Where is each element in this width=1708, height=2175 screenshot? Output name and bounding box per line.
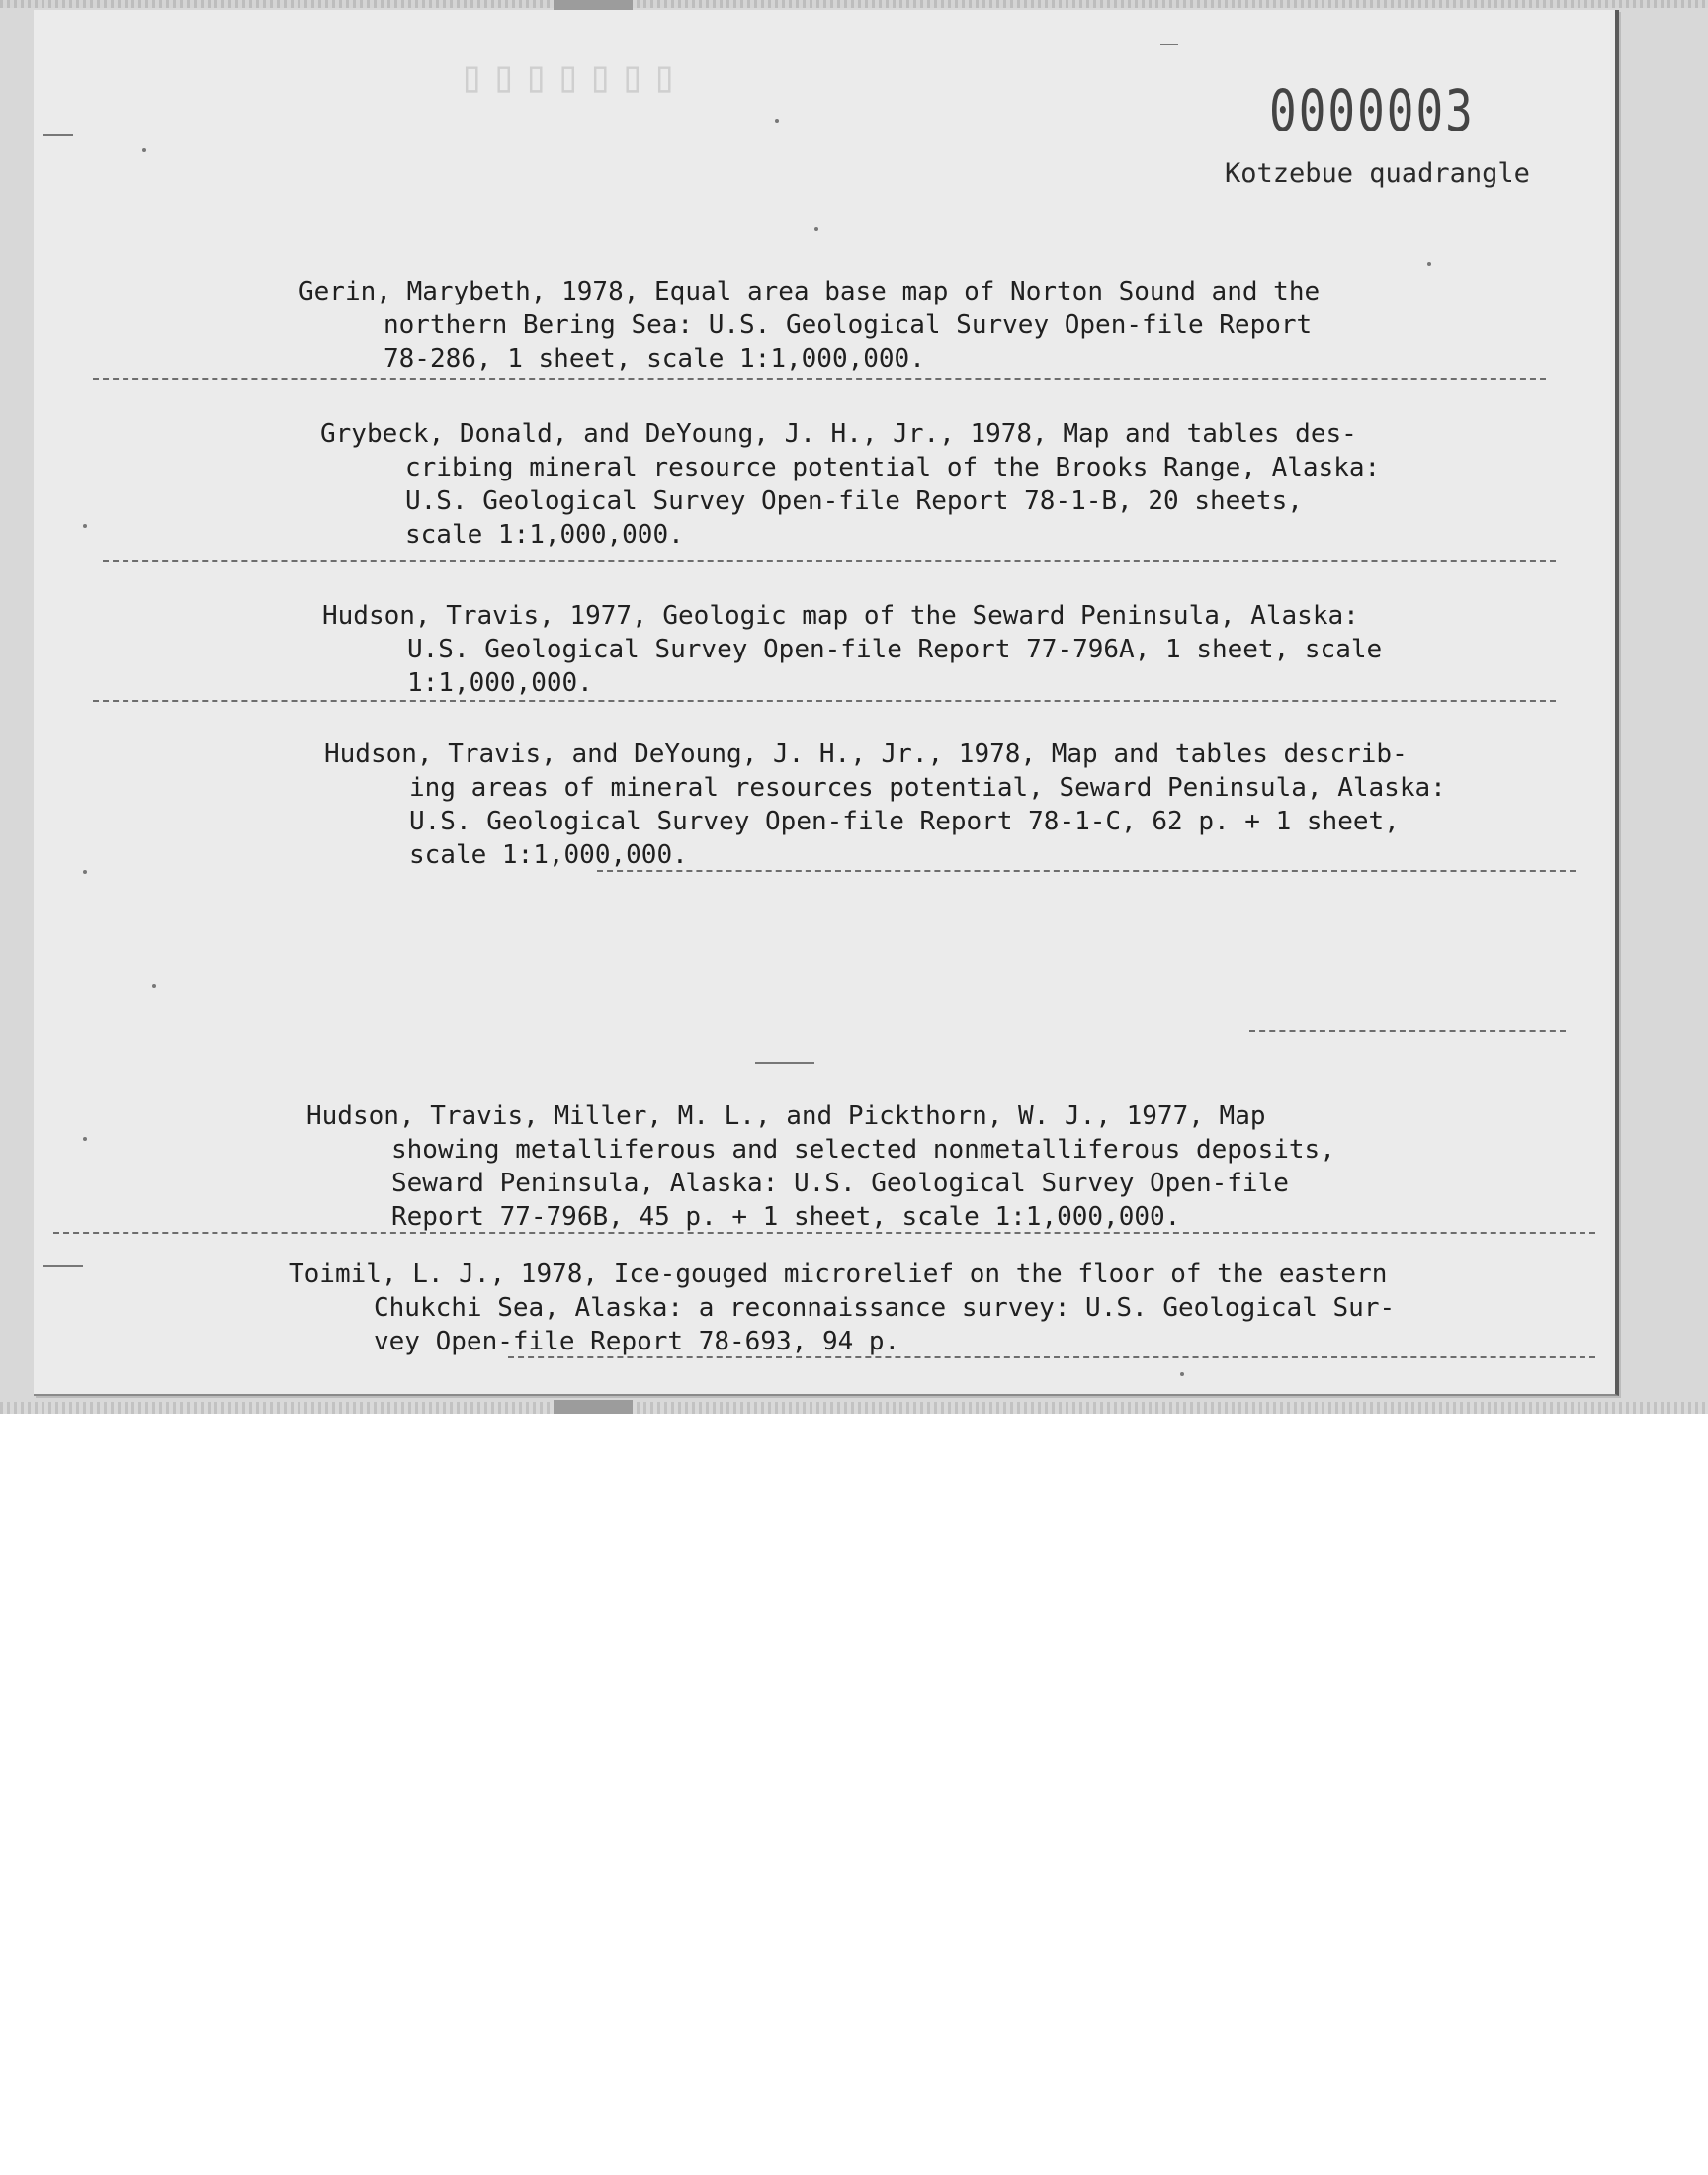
scan-speck (152, 984, 156, 988)
entry-separator (93, 700, 1556, 702)
scan-edge-top (0, 0, 1708, 8)
bleed-through-mark: ▯▯▯▯▯▯▯ (459, 51, 684, 102)
entry-line: U.S. Geological Survey Open-file Report 78-1-B, 20 sheets, (405, 486, 1303, 516)
reference-entry (306, 1099, 1335, 1234)
entry-line: 78-286, 1 sheet, scale 1:1,000,000. (384, 344, 925, 374)
entry-separator (1249, 1030, 1566, 1032)
scan-speck (83, 870, 87, 874)
scan-tick (755, 1062, 814, 1064)
entry-line: vey Open-file Report 78-693, 94 p. (374, 1327, 900, 1356)
scan-speck (775, 119, 779, 123)
document-sheet (34, 10, 1619, 1396)
entry-line: Hudson, Travis, 1977, Geologic map of the Seward Peninsula, Alaska: (322, 601, 1359, 631)
entry-separator (103, 560, 1556, 562)
scan-tick (1160, 44, 1178, 45)
entry-line: scale 1:1,000,000. (405, 520, 684, 550)
scan-tick (43, 1265, 83, 1267)
scan-speck (83, 1137, 87, 1141)
entry-separator (93, 378, 1546, 380)
entry-line: 1:1,000,000. (407, 668, 593, 698)
entry-line: Seward Peninsula, Alaska: U.S. Geological Survey Open-file (391, 1169, 1289, 1198)
entry-separator (597, 870, 1576, 872)
entry-line: Hudson, Travis, Miller, M. L., and Pickthorn, W. J., 1977, Map (306, 1101, 1266, 1131)
entry-line: showing metalliferous and selected nonmetalliferous deposits, (391, 1135, 1335, 1165)
scan-speck (814, 227, 818, 231)
entry-line: scale 1:1,000,000. (409, 840, 688, 870)
entry-line: cribing mineral resource potential of the Brooks Range, Alaska: (405, 453, 1381, 482)
entry-separator (508, 1356, 1595, 1358)
scan-speck (1180, 1372, 1184, 1376)
entry-line: Gerin, Marybeth, 1978, Equal area base map of Norton Sound and the (299, 277, 1321, 306)
entry-line: northern Bering Sea: U.S. Geological Survey Open-file Report (384, 310, 1313, 340)
entry-line: Toimil, L. J., 1978, Ice-gouged microrelief on the floor of the eastern (289, 1260, 1388, 1289)
scan-speck (83, 524, 87, 528)
scan-speck (1427, 262, 1431, 266)
scan-speck (142, 148, 146, 152)
page-number: 0000003 (1269, 77, 1475, 144)
entry-line: Hudson, Travis, and DeYoung, J. H., Jr., 1978, Map and tables describ- (324, 740, 1408, 769)
entry-line: Grybeck, Donald, and DeYoung, J. H., Jr., 1978, Map and tables des- (320, 419, 1357, 449)
scan-edge-bottom (0, 1402, 1708, 1414)
scan-artifact-bottom (554, 1400, 633, 1414)
reference-entry (324, 738, 1446, 872)
reference-entry (322, 599, 1382, 700)
entry-line: U.S. Geological Survey Open-file Report 78-1-C, 62 p. + 1 sheet, (409, 807, 1400, 836)
entry-line: ing areas of mineral resources potential, Seward Peninsula, Alaska: (409, 773, 1446, 803)
scan-tick (43, 134, 73, 136)
entry-line: U.S. Geological Survey Open-file Report 77-796A, 1 sheet, scale (407, 635, 1383, 664)
reference-entry (320, 417, 1380, 552)
entry-line: Chukchi Sea, Alaska: a reconnaissance survey: U.S. Geological Sur- (374, 1293, 1396, 1323)
reference-entry (299, 275, 1320, 376)
entry-line: Report 77-796B, 45 p. + 1 sheet, scale 1:1,000,000. (391, 1202, 1181, 1232)
reference-entry (289, 1258, 1395, 1358)
entry-separator (53, 1232, 1595, 1234)
page-title: Kotzebue quadrangle (1225, 158, 1530, 189)
